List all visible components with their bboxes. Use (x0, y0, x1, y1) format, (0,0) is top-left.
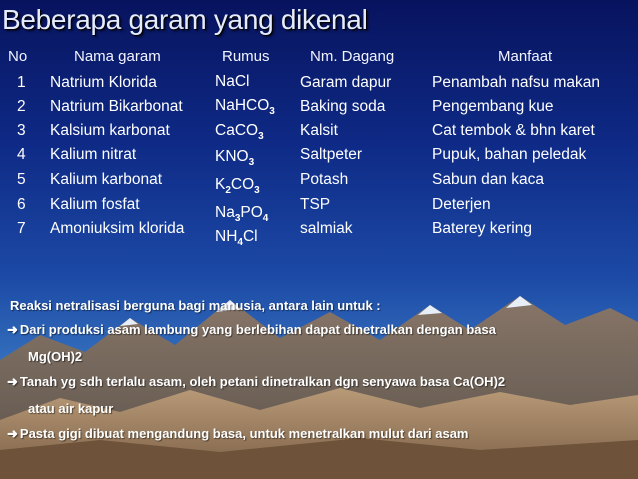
row-number: 7 (17, 220, 26, 237)
salt-use: Cat tembok & bhn karet (432, 122, 595, 139)
trade-name: Baking soda (300, 98, 386, 115)
chemical-formula (215, 204, 268, 224)
salt-use: Deterjen (432, 196, 491, 213)
formula-symbol: PO (240, 204, 263, 221)
chemical-formula (215, 73, 249, 91)
trade-name: Kalsit (300, 122, 338, 139)
chemical-formula (215, 148, 254, 168)
row-number: 2 (17, 98, 26, 115)
salt-use: Sabun dan kaca (432, 171, 545, 188)
formula-symbol: NaCl (215, 73, 250, 90)
right-arrow-icon: ➜ (7, 374, 18, 389)
salt-name: Natrium Klorida (50, 74, 157, 91)
chemical-formula (215, 97, 275, 117)
chemical-formula (215, 176, 260, 196)
salt-use: Pupuk, bahan peledak (432, 146, 587, 163)
formula-subscript: 3 (269, 106, 275, 117)
salt-use: Pengembang kue (432, 98, 554, 115)
right-arrow-icon: ➜ (7, 426, 18, 441)
list-item-continuation: Mg(OH)2 (28, 349, 83, 364)
formula-symbol: NaHCO (215, 97, 270, 114)
formula-subscript: 2 (225, 185, 231, 196)
trade-name: Garam dapur (300, 74, 392, 91)
trade-name: TSP (300, 196, 331, 213)
salt-use: Penambah nafsu makan (432, 74, 601, 91)
list-item-continuation: atau air kapur (28, 401, 114, 416)
salt-name: Kalium karbonat (50, 171, 163, 188)
column-header-trade-name: Nm. Dagang (310, 48, 395, 65)
formula-subscript: 3 (234, 213, 241, 224)
formula-subscript: 3 (258, 131, 264, 142)
salt-name: Kalium fosfat (50, 196, 140, 213)
formula-symbol: KNO (215, 148, 249, 165)
trade-name: Potash (300, 171, 349, 188)
formula-symbol: Na (215, 204, 235, 221)
row-number: 1 (17, 74, 26, 91)
salt-name: Amoniuksim klorida (50, 220, 185, 237)
salt-name: Natrium Bikarbonat (50, 98, 183, 115)
column-header-formula: Rumus (222, 48, 270, 65)
slide-title: Beberapa garam yang dikenal (2, 4, 368, 35)
row-number: 5 (17, 171, 26, 188)
formula-symbol: Cl (242, 228, 258, 245)
row-number: 6 (17, 196, 26, 213)
column-header-use: Manfaat (498, 48, 553, 65)
formula-subscript: 3 (248, 157, 255, 168)
list-item: ➜ Tanah yg sdh terlalu asam, oleh petani dinetralkan dgn senyawa basa Ca(OH)2 (7, 374, 506, 389)
formula-symbol: CaCO (215, 122, 259, 139)
salt-use: Baterey kering (432, 220, 532, 237)
chemical-formula (215, 122, 264, 142)
chemical-formula (215, 228, 258, 248)
list-item: ➜ Dari produksi asam lambung yang berlebihan dapat dinetralkan dengan basa (7, 322, 496, 337)
formula-subscript: 4 (262, 213, 269, 224)
column-header-no: No (8, 48, 28, 65)
row-number: 4 (17, 146, 26, 163)
trade-name: Saltpeter (300, 146, 363, 163)
formula-symbol: K (215, 176, 226, 193)
formula-subscript: 4 (237, 237, 243, 248)
formula-symbol: CO (230, 176, 255, 193)
notes-intro: Reaksi netralisasi berguna bagi manusia, antara lain untuk : (10, 298, 381, 313)
column-header-name: Nama garam (74, 48, 161, 65)
right-arrow-icon: ➜ (7, 322, 18, 337)
salt-name: Kalium nitrat (50, 146, 137, 163)
row-number: 3 (17, 122, 26, 139)
formula-subscript: 3 (254, 185, 260, 196)
salt-name: Kalsium karbonat (50, 122, 170, 139)
formula-symbol: NH (215, 228, 238, 245)
trade-name: salmiak (300, 220, 353, 237)
list-item: ➜ Pasta gigi dibuat mengandung basa, untuk menetralkan mulut dari asam (7, 426, 469, 441)
